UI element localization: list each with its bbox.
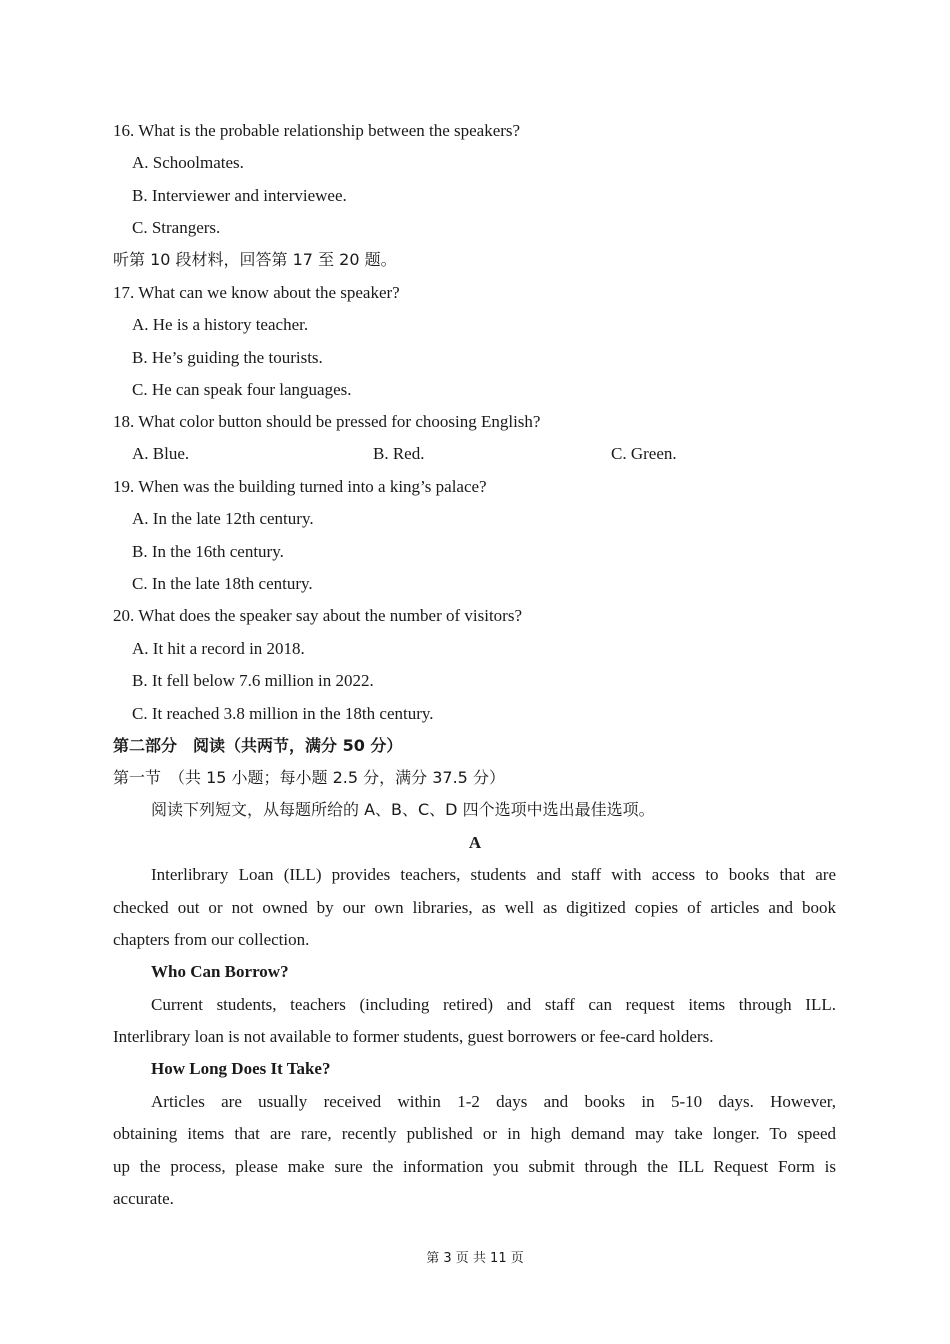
option-16-b: B. Interviewer and interviewee. [132, 186, 347, 205]
heading-who-can-borrow: Who Can Borrow? [151, 962, 289, 981]
option-17-a: A. He is a history teacher. [132, 315, 309, 334]
passage-line: Interlibrary Loan (ILL) provides teachers, students and staff with access to books that are [151, 865, 836, 884]
passage-line: checked out or not owned by our own libraries, as well as digitized copies of articles and book [113, 898, 836, 917]
question-20: 20. What does the speaker say about the number of visitors? [113, 606, 522, 625]
passage-line: Articles are usually received within 1-2 days and books in 5-10 days. However, [151, 1092, 836, 1111]
page-footer: 第 3 页 共 11 页 [426, 1251, 524, 1266]
option-19-a: A. In the late 12th century. [132, 509, 314, 528]
passage-line: up the process, please make sure the information you submit through the ILL Request Form is [113, 1157, 836, 1176]
option-19-c: C. In the late 18th century. [132, 574, 313, 593]
option-16-c: C. Strangers. [132, 218, 221, 237]
passage-line: Current students, teachers (including retired) and staff can request items through ILL. [151, 995, 836, 1014]
option-18-c: C. Green. [611, 444, 677, 463]
passage-line: chapters from our collection. [113, 930, 310, 949]
passage-label: A [468, 833, 482, 852]
heading-how-long: How Long Does It Take? [151, 1059, 331, 1078]
question-16: 16. What is the probable relationship between the speakers? [113, 121, 521, 140]
passage-line: obtaining items that are rare, recently published or in high demand may take longer. To speed [113, 1124, 836, 1143]
section1-title: 第一节 （共 15 小题；每小题 2.5 分，满分 37.5 分） [113, 768, 505, 787]
option-18-b: B. Red. [373, 444, 425, 463]
option-20-a: A. It hit a record in 2018. [132, 639, 305, 658]
reading-instruction: 阅读下列短文，从每题所给的 A、B、C、D 四个选项中选出最佳选项。 [151, 800, 655, 819]
question-18: 18. What color button should be pressed for choosing English? [113, 412, 541, 431]
option-16-a: A. Schoolmates. [132, 153, 244, 172]
option-20-b: B. It fell below 7.6 million in 2022. [132, 671, 374, 690]
option-17-b: B. He’s guiding the tourists. [132, 348, 323, 367]
passage-line: accurate. [113, 1189, 174, 1208]
option-17-c: C. He can speak four languages. [132, 380, 352, 399]
passage-line: Interlibrary loan is not available to former students, guest borrowers or fee-card holders. [113, 1027, 714, 1046]
listening-instruction: 听第 10 段材料，回答第 17 至 20 题。 [113, 250, 397, 269]
question-17: 17. What can we know about the speaker? [113, 283, 400, 302]
question-19: 19. When was the building turned into a king’s palace? [113, 477, 487, 496]
option-18-a: A. Blue. [132, 444, 190, 463]
option-19-b: B. In the 16th century. [132, 542, 284, 561]
part2-title: 第二部分 阅读（共两节，满分 50 分） [113, 736, 403, 755]
option-20-c: C. It reached 3.8 million in the 18th century. [132, 704, 434, 723]
